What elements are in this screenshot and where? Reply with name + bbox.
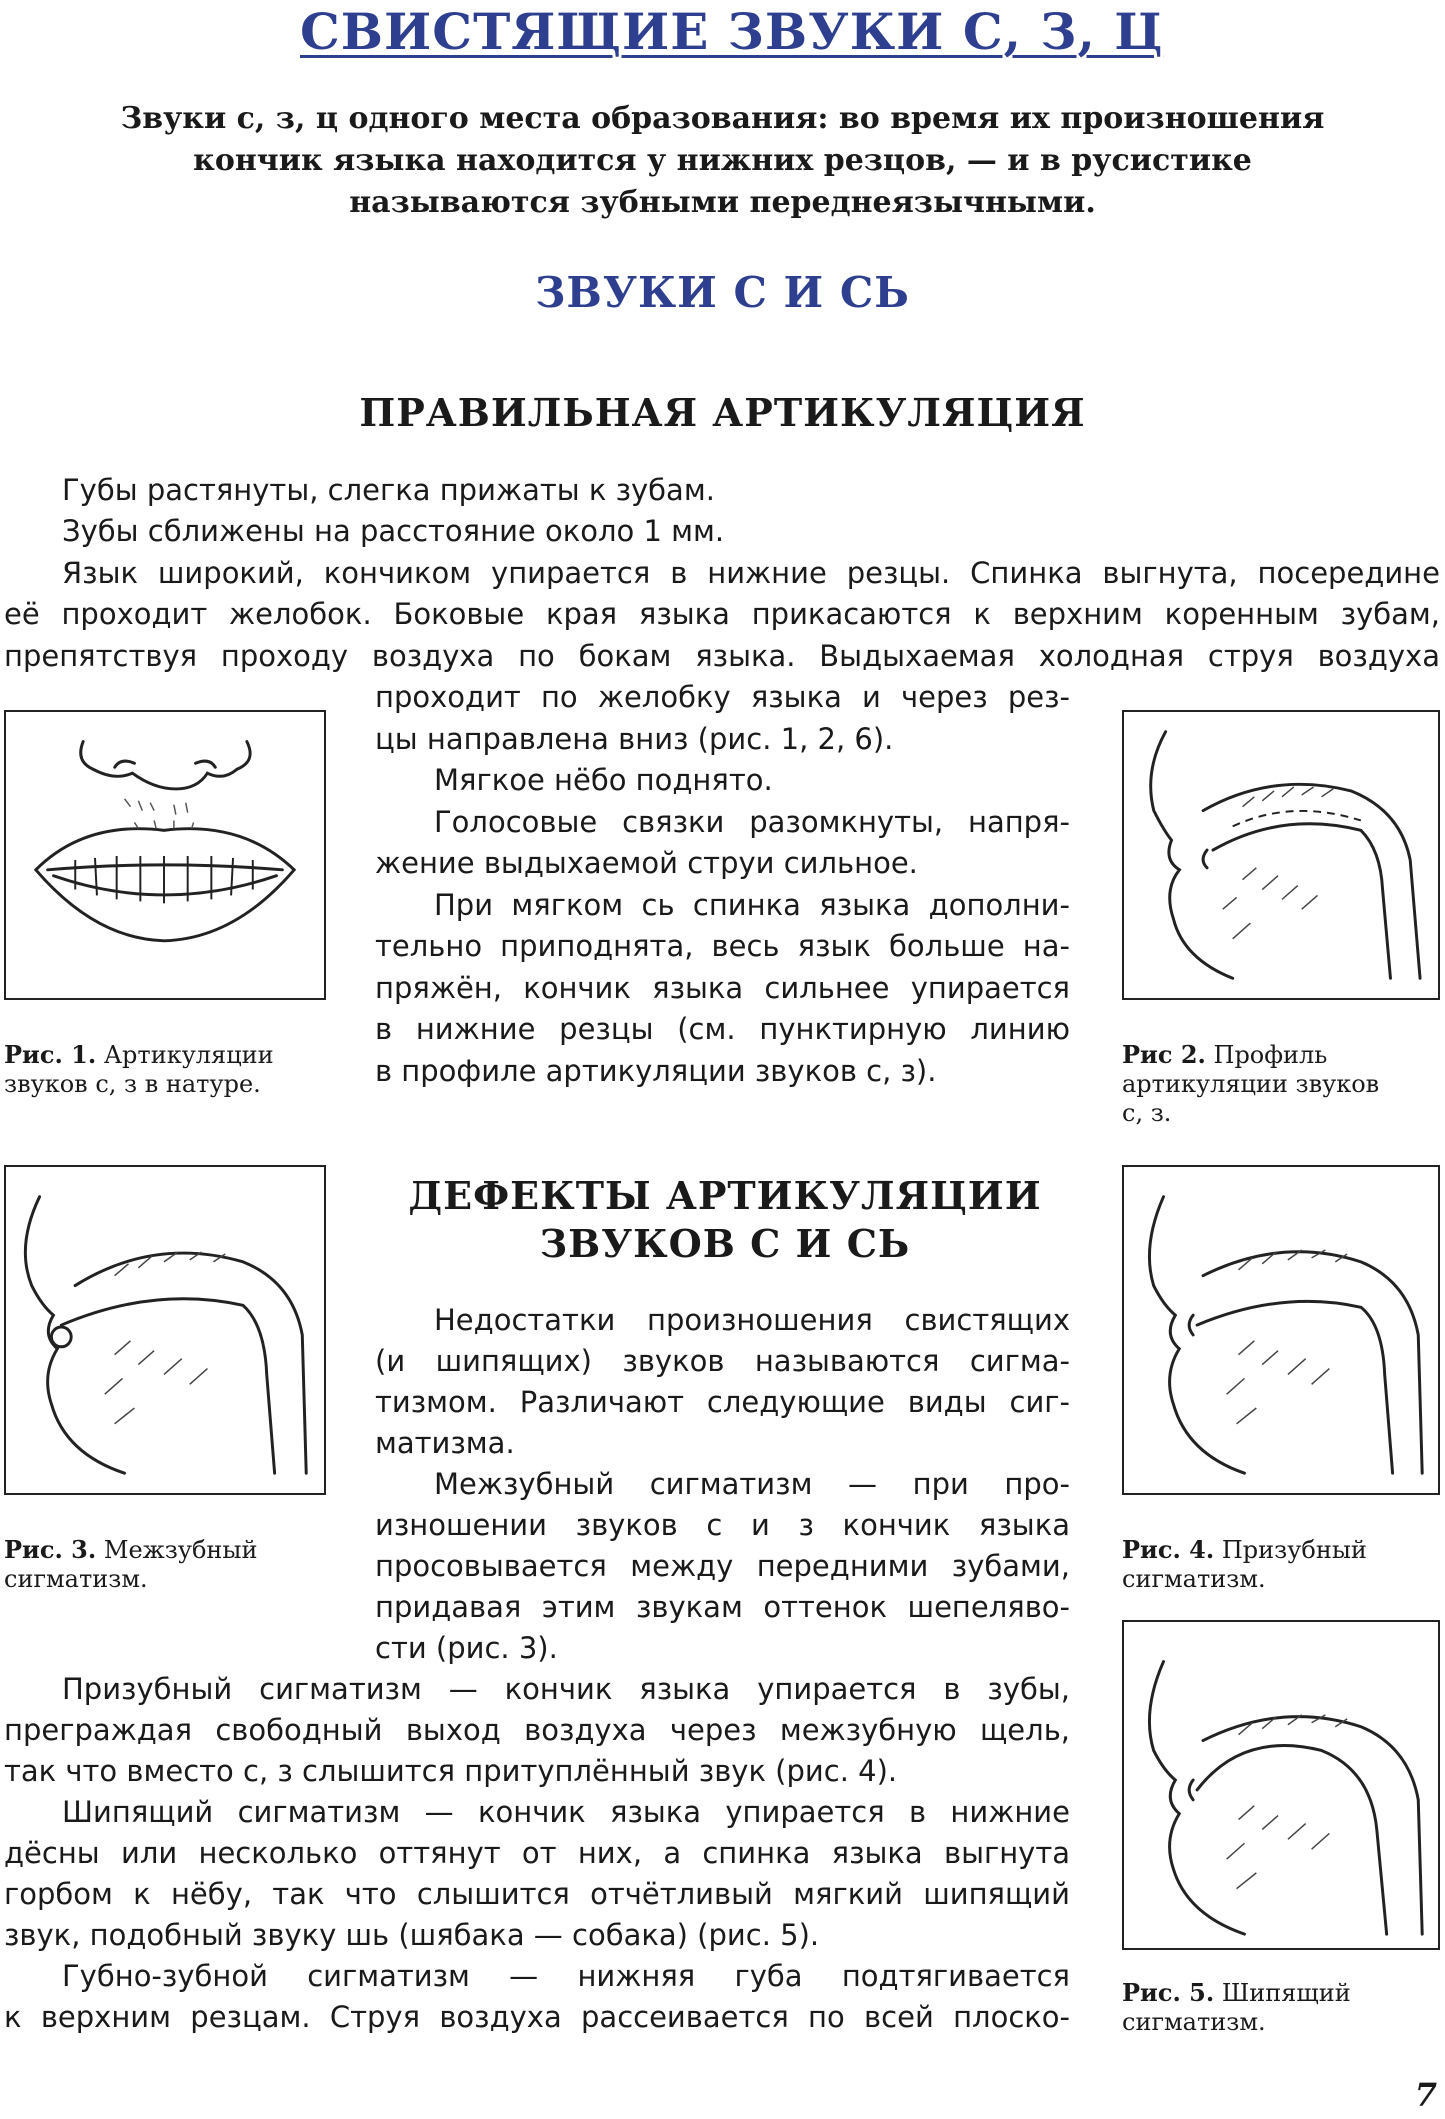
lips-teeth-drawing: [6, 712, 324, 998]
figure-5-hissing: [1122, 1620, 1440, 1950]
caption-number: Рис. 1.: [4, 1040, 97, 1069]
text-line: Губно-зубной сигматизм — нижняя губа подтягивается: [62, 1959, 1070, 1993]
figure-1-lips-frontal: [4, 710, 326, 1000]
text-line: преграждая свободный выход воздуха через межзубную щель,: [4, 1713, 1070, 1747]
caption-text: сигматизм.: [1122, 2008, 1266, 2036]
figure-4-dental: [1122, 1165, 1440, 1495]
text-line: её проходит желобок. Боковые края языка прикасаются к верхним коренным зубам,: [4, 597, 1440, 631]
text-line: в нижние резцы (см. пунктирную линию: [375, 1012, 1070, 1046]
text-line: Недостатки произношения свистящих: [434, 1303, 1070, 1337]
caption-text: сигматизм.: [1122, 1565, 1266, 1593]
text-line: изношении звуков с и з кончик языка: [375, 1508, 1070, 1542]
caption-text: сигматизм.: [4, 1565, 148, 1593]
text-line: препятствуя проходу воздуха по бокам языка. Выдыхаемая холодная струя воздуха: [4, 639, 1440, 673]
text-line: Мягкое нёбо поднято.: [434, 763, 773, 797]
figure-1-caption: [4, 1040, 274, 1099]
caption-text: Шипящий: [1221, 1979, 1351, 2007]
caption-number: Рис. 3.: [4, 1535, 97, 1564]
text-line: проходит по желобку языка и через рез-: [375, 680, 1070, 714]
caption-text: Артикуляции: [103, 1041, 274, 1069]
text-line: Шипящий сигматизм — кончик языка упирается в нижние: [62, 1795, 1070, 1829]
hissing-profile-drawing: [1124, 1622, 1438, 1948]
text-line: Зубы сближены на расстояние около 1 мм.: [62, 514, 725, 548]
caption-number: Рис 2.: [1122, 1040, 1206, 1069]
intro-line: кончик языка находится у нижних резцов, — и в русистике: [193, 143, 1252, 178]
page-number: 7: [1414, 2076, 1437, 2114]
text-line: к верхним резцам. Струя воздуха рассеивается по всей плоско-: [4, 2000, 1070, 2034]
text-line: просовывается между передними зубами,: [375, 1549, 1070, 1583]
intro-line: называются зубными переднеязычными.: [349, 185, 1096, 220]
caption-text: Призубный: [1221, 1536, 1367, 1564]
interdental-profile-drawing: [6, 1167, 324, 1493]
intro-paragraph: [60, 98, 1385, 224]
figure-3-interdental: [4, 1165, 326, 1495]
page-title: СВИСТЯЩИЕ ЗВУКИ С, З, Ц: [300, 2, 1164, 61]
text-line: тизмом. Различают следующие виды сиг-: [375, 1385, 1070, 1419]
text-line: сти (рис. 3).: [375, 1631, 558, 1665]
text-line: пряжён, кончик языка сильнее упирается: [375, 971, 1070, 1005]
text-line: звук, подобный звуку шь (шябака — собака) (рис. 5).: [4, 1918, 820, 1952]
text-line: придавая этим звукам оттенок шепеляво-: [375, 1590, 1070, 1624]
text-line: дёсны или несколько оттянут от них, а спинка языка выгнута: [4, 1836, 1070, 1870]
figure-4-caption: [1122, 1535, 1367, 1594]
text-line: (и шипящих) звуков называются сигма-: [375, 1344, 1070, 1378]
text-line: горбом к нёбу, так что слышится отчётливый мягкий шипящий: [4, 1877, 1070, 1911]
figure-2-profile: [1122, 710, 1440, 1000]
figure-3-caption: [4, 1535, 257, 1594]
text-line: Язык широкий, кончиком упирается в нижние резцы. Спинка выгнута, посередине: [62, 556, 1440, 590]
caption-text: Профиль: [1213, 1041, 1328, 1069]
figure-5-caption: [1122, 1978, 1351, 2037]
dental-profile-drawing: [1124, 1167, 1438, 1493]
section-title-line: ДЕФЕКТЫ АРТИКУЛЯЦИИ: [408, 1173, 1042, 1218]
caption-number: Рис. 4.: [1122, 1535, 1215, 1564]
text-line: цы направлена вниз (рис. 1, 2, 6).: [375, 722, 894, 756]
text-line: При мягком сь спинка языка дополни-: [434, 888, 1070, 922]
figure-2-caption: [1122, 1040, 1379, 1128]
caption-text: с, з.: [1122, 1099, 1172, 1127]
intro-line: Звуки с, з, ц одного места образования: во время их произношения: [120, 101, 1325, 136]
section-title-defects: [375, 1172, 1075, 1268]
text-line: в профиле артикуляции звуков с, з).: [375, 1054, 937, 1088]
section-title-line: ЗВУКОВ С И СЬ: [539, 1221, 911, 1266]
text-line: Голосовые связки разомкнуты, напря-: [434, 805, 1070, 839]
caption-number: Рис. 5.: [1122, 1978, 1215, 2007]
subtitle: ЗВУКИ С И СЬ: [535, 268, 910, 317]
caption-text: звуков с, з в натуре.: [4, 1070, 261, 1098]
text-line: жение выдыхаемой струи сильное.: [375, 846, 918, 880]
text-line: Призубный сигматизм — кончик языка упирается в зубы,: [62, 1672, 1070, 1706]
mouth-profile-drawing: [1124, 712, 1438, 998]
caption-text: артикуляции звуков: [1122, 1070, 1380, 1098]
text-line: Межзубный сигматизм — при про-: [434, 1467, 1070, 1501]
text-line: так что вместо с, з слышится притуплённый звук (рис. 4).: [4, 1754, 898, 1788]
caption-text: Межзубный: [103, 1536, 258, 1564]
text-line: тельно приподнята, весь язык больше на-: [375, 929, 1070, 963]
text-line: матизма.: [375, 1426, 515, 1460]
text-line: Губы растянуты, слегка прижаты к зубам.: [62, 473, 715, 507]
section-title-correct: ПРАВИЛЬНАЯ АРТИКУЛЯЦИЯ: [359, 390, 1086, 435]
